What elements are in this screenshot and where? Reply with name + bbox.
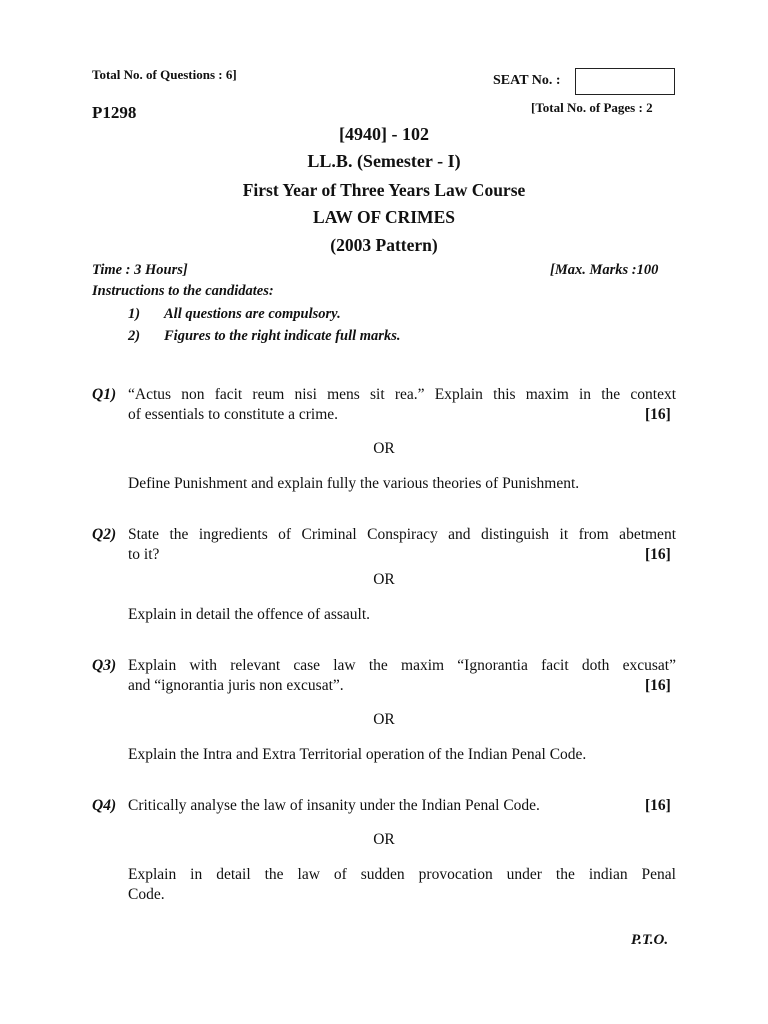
question-label: Q1)	[92, 386, 117, 403]
total-questions: Total No. of Questions : 6]	[92, 67, 237, 82]
or-separator: OR	[373, 711, 395, 728]
exam-code: [4940] - 102	[339, 124, 429, 144]
pattern-title: (2003 Pattern)	[330, 235, 438, 255]
question-text-line: Critically analyse the law of insanity under the Indian Penal Code.	[128, 797, 540, 814]
question-label: Q2)	[92, 526, 117, 543]
paper-code: P1298	[92, 103, 137, 122]
question-text-line: and “ignorantia juris non excusat”.	[128, 677, 344, 694]
question-marks: [16]	[645, 546, 671, 563]
question-text-line: State the ingredients of Criminal Conspiracy and distinguish it from abetment	[128, 526, 676, 543]
question-marks: [16]	[645, 406, 671, 423]
alternative-question: Explain the Intra and Extra Territorial operation of the Indian Penal Code.	[128, 746, 587, 763]
total-pages: [Total No. of Pages : 2	[531, 100, 653, 115]
alternative-question: Define Punishment and explain fully the various theories of Punishment.	[128, 475, 580, 492]
instruction-text: All questions are compulsory.	[164, 306, 341, 322]
question-label: Q4)	[92, 797, 117, 814]
question-label: Q3)	[92, 657, 117, 674]
alternative-question: Explain in detail the offence of assault.	[128, 606, 371, 623]
course-title: First Year of Three Years Law Course	[242, 180, 526, 200]
question-text-line: “Actus non facit reum nisi mens sit rea.” Explain this maxim in the context	[128, 386, 676, 403]
question-text-line: Explain with relevant case law the maxim “Ignorantia facit doth excusat”	[128, 657, 676, 674]
seat-number-box	[575, 68, 675, 95]
question-text-line: to it?	[128, 546, 160, 563]
or-separator: OR	[373, 831, 395, 848]
max-marks: [Max. Marks :100	[550, 262, 659, 278]
degree-title: LL.B. (Semester - I)	[307, 151, 461, 171]
or-separator: OR	[373, 571, 395, 588]
question-marks: [16]	[645, 677, 671, 694]
instruction-text: Figures to the right indicate full marks.	[164, 328, 401, 344]
alternative-question: Explain in detail the law of sudden provocation under the indian Penal	[128, 866, 676, 883]
pto-label: P.T.O.	[631, 932, 669, 948]
instructions-heading: Instructions to the candidates:	[92, 283, 274, 299]
instruction-number: 2)	[128, 328, 141, 344]
or-separator: OR	[373, 440, 395, 457]
alternative-question: Code.	[128, 886, 165, 903]
subject-title: LAW OF CRIMES	[313, 207, 455, 227]
seat-label: SEAT No. :	[493, 73, 561, 88]
time-limit: Time : 3 Hours]	[92, 262, 188, 278]
question-text-line: of essentials to constitute a crime.	[128, 406, 339, 423]
question-marks: [16]	[645, 797, 671, 814]
instruction-number: 1)	[128, 306, 141, 322]
